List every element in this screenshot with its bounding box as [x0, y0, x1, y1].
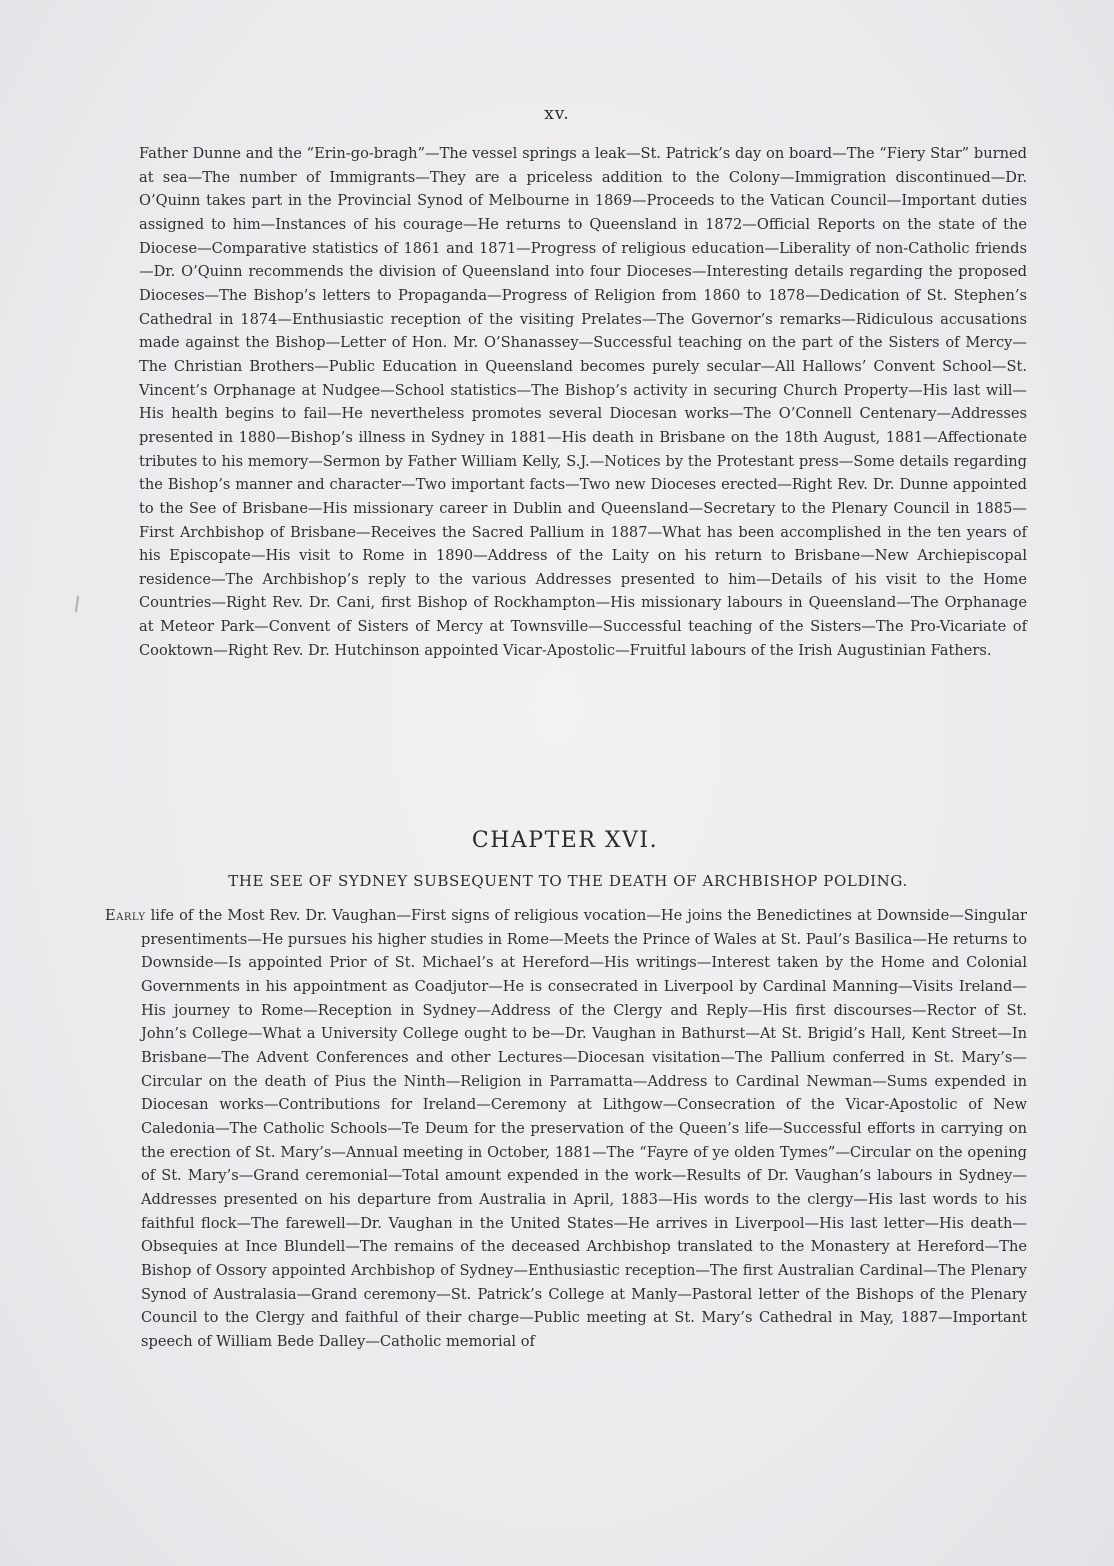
- margin-ink-mark: [75, 596, 79, 612]
- chapter-title: CHAPTER XVI.: [471, 828, 659, 853]
- chapter-synopsis-text: life of the Most Rev. Dr. Vaughan—First signs of religious vocation—He joins the Benedictines at Downside—Singular presentiments—He pursues his higher studies in Rome—Meets the Prince of Wales at St. Paul’s Basilica—He returns to Downside—Is appointed Prior of St. Michael’s at Hereford—His writings—Interest taken by the Home and Colonial Governments in his appointment as Coadjutor—He is consecrated in Liverpool by Cardinal Manning—Visits Ireland—His journey to Rome—Reception in Sydney—Address of the Clergy and Reply—His first discourses—Rector of St. John’s College—What a University College ought to be—Dr. Vaughan in Bathurst—At St. Brigid’s Hall, Kent Street—In Brisbane—The Advent Conferences and other Lectures—Diocesan visitation—The Pallium conferred in St. Mary’s—Circular on the death of Pius the Ninth—Religion in Parramatta—Address to Cardinal Newman—Sums expended in Diocesan works—Contributions for Ireland—Ceremony at Lithgow—Consecration of the Vicar-Apostolic of New Caledonia—The Catholic Schools—Te Deum for the preservation of the Queen’s life—Successful efforts in carrying on the erection of St. Mary’s—Annual meeting in October, 1881—The “Fayre of ye olden Tymes”—Circular on the opening of St. Mary’s—Grand ceremonial—Total amount expended in the work—Results of Dr. Vaughan’s labours in Sydney—Addresses presented on his departure from Australia in April, 1883—His words to the clergy—His last words to his faithful flock—The farewell—Dr. Vaughan in the United States—He arrives in Liverpool—His last letter—His death—Obsequies at Ince Blundell—The remains of the deceased Archbishop translated to the Monastery at Hereford—The Bishop of Ossory appointed Archbishop of Sydney—Enthusiastic reception—The first Australian Cardinal—The Plenary Synod of Australasia—Grand ceremony—St. Patrick’s College at Manly—Pastoral letter of the Bishops of the Plenary Council to the Clergy and faithful of their charge—Public meeting at St. Mary’s Cathedral in May, 1887—Important speech of William Bede Dalley—Catholic memorial of: [141, 907, 1027, 1350]
- page-number: xv.: [544, 104, 570, 124]
- chapter-subtitle: THE SEE OF SYDNEY SUBSEQUENT TO THE DEATH OF ARCHBISHOP POLDING.: [228, 872, 908, 890]
- chapter-synopsis-paragraph: [105, 904, 1027, 1353]
- synopsis-paragraph-continued: Father Dunne and the “Erin-go-bragh”—The vessel springs a leak—St. Patrick’s day on board—The “Fiery Star” burned at sea—The number of Immigrants—They are a priceless addition to the Colony—Immigration discontinued—Dr. O’Quinn takes part in the Provincial Synod of Melbourne in 1869—Proceeds to the Vatican Council—Important duties assigned to him—Instances of his courage—He returns to Queensland in 1872—Official Reports on the state of the Diocese—Comparative statistics of 1861 and 1871—Progress of religious education—Liberality of non-Catholic friends—Dr. O’Quinn recommends the division of Queensland into four Dioceses—Interesting details regarding the proposed Dioceses—The Bishop’s letters to Propaganda—Progress of Religion from 1860 to 1878—Dedication of St. Stephen’s Cathedral in 1874—Enthusiastic reception of the visiting Prelates—The Governor’s remarks—Ridiculous accusations made against the Bishop—Letter of Hon. Mr. O’Shanassey—Successful teaching on the part of the Sisters of Mercy—The Christian Brothers—Public Education in Queensland becomes purely secular—All Hallows’ Convent School—St. Vincent’s Orphanage at Nudgee—School statistics—The Bishop’s activity in securing Church Property—His last will—His health begins to fail—He nevertheless promotes several Diocesan works—The O’Connell Centenary—Addresses presented in 1880—Bishop’s illness in Sydney in 1881—His death in Brisbane on the 18th August, 1881—Affectionate tributes to his memory—Sermon by Father William Kelly, S.J.—Notices by the Protestant press—Some details regarding the Bishop’s manner and character—Two important facts—Two new Dioceses erected—Right Rev. Dr. Dunne appointed to the See of Brisbane—His missionary career in Dublin and Queensland—Secretary to the Plenary Council in 1885—First Archbishop of Brisbane—Receives the Sacred Pallium in 1887—What has been accomplished in the ten years of his Episcopate—His visit to Rome in 1890—Address of the Laity on his return to Brisbane—New Archiepiscopal residence—The Archbishop’s reply to the various Addresses presented to him—Details of his visit to the Home Countries—Right Rev. Dr. Cani, first Bishop of Rockhampton—His missionary labours in Queensland—The Orphanage at Meteor Park—Convent of Sisters of Mercy at Townsville—Successful teaching of the Sisters—The Pro-Vicariate of Cooktown—Right Rev. Dr. Hutchinson appointed Vicar-Apostolic—Fruitful labours of the Irish Augustinian Fathers.: [139, 145, 1027, 659]
- chapter-synopsis-lead-word: Early: [105, 907, 146, 924]
